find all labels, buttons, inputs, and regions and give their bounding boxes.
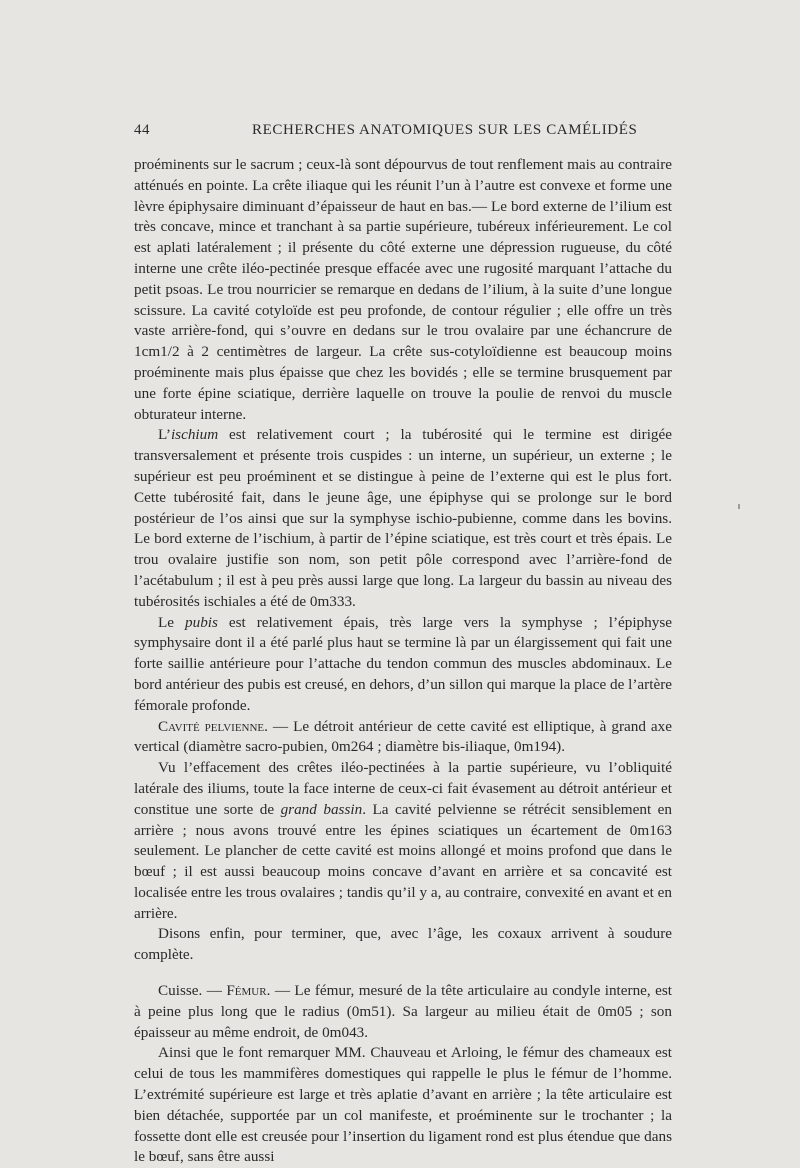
paragraph-text: est relativement épais, très large vers la symphyse ; l’épiphyse symphysaire dont il a été parlé plus haut se termine là par un élargissement qui fait une forte saillie antérieure pour l’attache du tendon commun des muscles abdominaux. Le bord antérieur des pubis est creusé, en dehors, d’un sillon qui marque la place de l’artère fémorale profonde. [134, 613, 672, 714]
page-speck [738, 504, 740, 509]
paragraph-grand-bassin [134, 758, 672, 924]
paragraph-text-after: . La cavité pelvienne se rétrécit sensiblement en arrière ; nous avons trouvé entre les épines sciatiques un écartement de 0m163 seulement. Le plancher de cette cavité est moins allongé et moins profond que dans le bœuf ; il est aussi beaucoup moins concave d’avant en arrière et sa concavité est localisée entre les trous ovalaires ; tandis qu’il y a, au contraire, convexité en avant et en arrière. [134, 800, 673, 922]
paragraph-lead: Le [158, 613, 185, 631]
paragraph-femur-description [134, 1043, 672, 1168]
page-header [134, 122, 674, 144]
section-heading-cavite: Cavité pelvienne. [158, 717, 268, 735]
paragraph-lead: L’ [158, 426, 171, 444]
paragraph-text: — Le détroit antérieur de cette cavité est elliptique, à grand axe vertical (diamètre sacro-pubien, 0m264 ; diamètre bis-iliaque, 0m194). [134, 717, 672, 756]
subheading-femur: Fémur. [226, 982, 271, 1000]
paragraph-text: Vu l’effacement des crêtes iléo-pectinées à la partie supérieure, vu l’obliquité latérale des iliums, toute la face interne de ceux-ci fait évasement au détroit antérieur et constitue une sorte de [134, 759, 672, 818]
running-title: RECHERCHES ANATOMIQUES SUR LES CAMÉLIDÉS [252, 122, 638, 138]
paragraph-cuisse-femur: Cuisse. — Fémur. — Le fémur, mesuré de la tête articulaire au condyle interne, est à peine plus long que le radius (0m51). Sa largeur au milieu était de 0m05 ; son épaisseur au même endroit, de 0m043. [134, 982, 673, 1041]
paragraph-text: proéminents sur le sacrum ; ceux-là sont dépourvus de tout renflement mais au contraire atténués en pointe. La crête iliaque qui les réunit l’un à l’autre est convexe et forme une lèvre épiphysaire diminuant d’épaisseur de haut en bas.— Le bord externe de l’ilium est très concave, mince et tranchant à sa partie supérieure, tubéreux inférieurement. Le col est aplati latéralement ; il présente du côté externe une dépression rugueuse, du côté interne une crête iléo-pectinée presque effacée avec une rugosité marquant l’attache du petit psoas. Le trou nourricier se remarque en dedans de l’ilium, à la suite d’une longue scissure. La cavité cotyloïde est peu profonde, de contour régulier ; elle offre un très vaste arrière-fond, qui s’ouvre en dedans sur le trou ovalaire par une échancrure de 1cm1/2 à 2 centimètres de largeur. La crête sus-cotyloïdienne est beaucoup moins proéminente mais plus épaisse que chez les bovidés ; elle se termine brusquement par une forte épine sciatique, derrière laquelle on trouve la poulie de renvoi du muscle obturateur interne. [134, 156, 672, 423]
paragraph-text: est relativement court ; la tubérosité qui le termine est dirigée transversalement et présente trois cuspides : un interne, un supérieur, un externe ; le supérieur est peu proéminent et se distingue à peine de l’externe qui est le plus fort. Cette tubérosité fait, dans le jeune âge, une épiphyse qui se prolonge sur le bord postérieur de l’os ainsi que sur la symphyse ischio-pubienne, comme dans les bovins. Le bord externe de l’ischium, à partir de l’épine sciatique, est très court et très épais. Le trou ovalaire justifie son nom, son petit pôle correspond avec l’arrière-fond de l’acétabulum ; il est à peu près aussi large que long. La largeur du bassin au niveau des tubérosités ischiales a été de 0m333. [134, 426, 672, 610]
paragraph-ischium [134, 425, 672, 612]
paragraph-ilium-continued [134, 155, 672, 425]
term-ischium: ischium [170, 426, 219, 444]
section-heading-cuisse: Cuisse. [158, 982, 203, 1000]
page-body [134, 155, 672, 1168]
term-pubis: pubis [185, 613, 218, 631]
paragraph-text: — Le fémur, mesuré de la tête articulaire au condyle interne, est à peine plus long que le radius (0m51). Sa largeur au milieu était de 0m05 ; son épaisseur au même endroit, de 0m043. [134, 982, 673, 1041]
paragraph-pubis [134, 613, 672, 717]
paragraph-cavite-pelvienne [134, 717, 672, 759]
paragraph-text: Ainsi que le font remarquer MM. Chauveau et Arloing, le fémur des chameaux est celui de tous les mammifères domestiques qui rappelle le plus le fémur de l’homme. L’extrémité supérieure est large et très aplatie d’avant en arrière ; la tête articulaire est bien détachée, supportée par un col manifeste, et proéminente sur le trochanter ; la fossette dont elle est creusée pour l’insertion du ligament rond est plus étendue que dans le bœuf, sans être aussi [134, 1044, 672, 1166]
paragraph-conclusion [134, 924, 672, 966]
page-number: 44 [134, 122, 150, 138]
paragraph-text: Disons enfin, pour terminer, que, avec l’âge, les coxaux arrivent à soudure complète. [134, 925, 672, 964]
term-grand-bassin: grand bassin [280, 800, 363, 818]
